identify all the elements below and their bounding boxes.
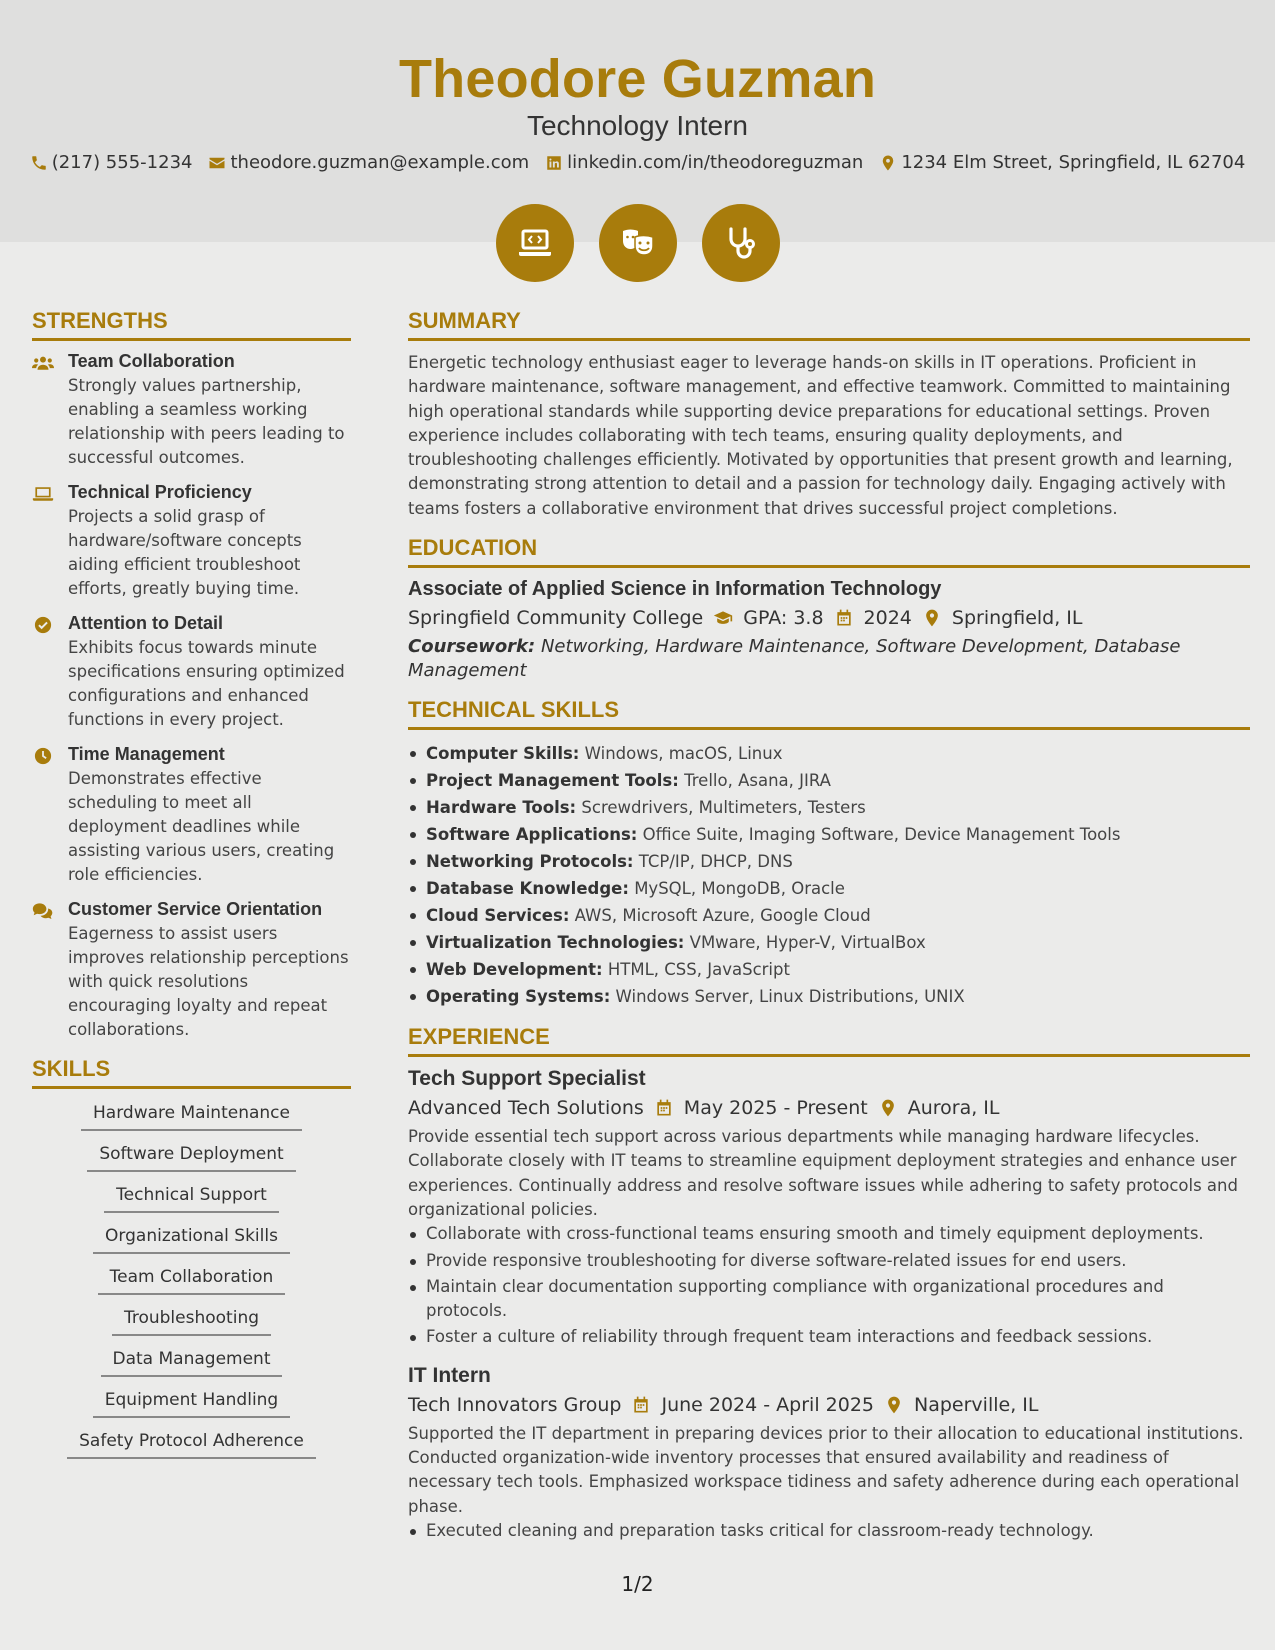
tech-label: Software Applications: — [426, 825, 638, 845]
skill-item: Software Deployment — [87, 1140, 295, 1172]
tech-value: HTML, CSS, JavaScript — [607, 960, 790, 980]
comments-icon — [32, 902, 54, 920]
strength-desc: Eagerness to assist users improves relationship perceptions with quick resolutions encouraging loyalty and repeat collaborations. — [68, 924, 349, 1039]
envelope-icon — [208, 154, 226, 172]
tech-label: Virtualization Technologies: — [426, 933, 685, 953]
phone-icon — [30, 154, 48, 172]
theater-masks-icon — [618, 223, 658, 263]
strength-desc: Exhibits focus towards minute specifications ensuring optimized configurations and enhanced functions in every project. — [68, 638, 345, 729]
education-location: Springfield, IL — [951, 607, 1083, 630]
strength-title: Customer Service Orientation — [68, 899, 323, 919]
skill-item: Safety Protocol Adherence — [67, 1427, 316, 1459]
job-company: Tech Innovators Group — [408, 1393, 622, 1416]
calendar-icon — [834, 608, 854, 628]
strengths-heading: STRENGTHS — [32, 308, 351, 341]
contact-row — [0, 152, 1275, 173]
tech-value: VMware, Hyper-V, VirtualBox — [689, 933, 926, 953]
list-item — [408, 875, 1250, 902]
job-entry — [408, 1067, 1250, 1350]
list-item — [408, 821, 1250, 848]
tech-value: Trello, Asana, JIRA — [684, 771, 831, 791]
list-item — [408, 956, 1250, 983]
tech-value: Screwdrivers, Multimeters, Testers — [581, 798, 866, 818]
job-description: Supported the IT department in preparing devices prior to their allocation to educational institutions. Conducted organization-wide inventory processes that ensured availability and readiness of necessary tech tools. Emphasized workspace tidiness and safety adherence during each operational phase. — [408, 1423, 1244, 1516]
contact-linkedin-text: linkedin.com/in/theodoreguzman — [567, 152, 864, 173]
list-item — [408, 794, 1250, 821]
job-location: Naperville, IL — [914, 1393, 1039, 1416]
list-item — [408, 767, 1250, 794]
skill-item: Technical Support — [104, 1181, 279, 1213]
users-icon — [32, 354, 54, 372]
list-item: Provide responsive troubleshooting for diverse software-related issues for end users. — [408, 1249, 1250, 1273]
list-item — [408, 740, 1250, 767]
strength-title: Attention to Detail — [68, 613, 223, 633]
job-bullets — [408, 1519, 1250, 1543]
contact-email-text: theodore.guzman@example.com — [230, 152, 530, 173]
linkedin-icon — [545, 154, 563, 172]
education-school: Springfield Community College — [408, 607, 704, 630]
strength-desc: Demonstrates effective scheduling to meet all deployment deadlines while assisting various users, creating role efficiencies. — [68, 769, 335, 884]
summary-text: Energetic technology enthusiast eager to leverage hands-on skills in IT operations. Proficient in hardware maintenance, software management, and effective teamwork. Committed to maintaining high operational standards while supporting device preparations for educational settings. Proven experience includes collaborating with tech teams, ensuring quality deployments, and troubleshooting challenges efficiently. Motivated by opportunities that present growth and learning, demonstrating strong attention to detail and a passion for technology daily. Engaging actively with teams fosters a collaborative environment that drives successful project completions. — [408, 353, 1233, 518]
contact-address — [879, 152, 1245, 173]
strength-item — [32, 482, 351, 601]
tech-label: Operating Systems: — [426, 987, 611, 1007]
list-item: Executed cleaning and preparation tasks critical for classroom-ready technology. — [408, 1519, 1250, 1543]
contact-email[interactable] — [208, 152, 529, 173]
list-item: Maintain clear documentation supporting compliance with organizational procedures and protocols. — [408, 1275, 1250, 1324]
skill-item: Equipment Handling — [93, 1386, 290, 1418]
tech-label: Web Development: — [426, 960, 603, 980]
interest-badges — [0, 204, 1275, 282]
job-description: Provide essential tech support across various departments while managing hardware lifecycles. Collaborate closely with IT teams to streamline equipment deployment strategies and enhance user experiences. Continually address and resolve software issues while adhering to safety protocols and organizational policies. — [408, 1127, 1238, 1219]
list-item — [408, 929, 1250, 956]
tech-label: Computer Skills: — [426, 744, 580, 764]
list-item: Foster a culture of reliability through frequent team interactions and feedback sessions. — [408, 1325, 1250, 1349]
job-company: Advanced Tech Solutions — [408, 1097, 644, 1120]
job-location: Aurora, IL — [907, 1097, 1000, 1120]
tech-label: Hardware Tools: — [426, 798, 577, 818]
strength-item — [32, 899, 351, 1042]
skill-item: Team Collaboration — [98, 1263, 286, 1295]
education-meta — [408, 607, 1250, 629]
contact-address-text: 1234 Elm Street, Springfield, IL 62704 — [901, 152, 1246, 173]
skill-item: Data Management — [101, 1345, 283, 1377]
list-item: Collaborate with cross-functional teams ensuring smooth and timely equipment deployments. — [408, 1222, 1250, 1246]
badge-laptop-code — [496, 204, 574, 282]
summary-heading: SUMMARY — [408, 308, 1250, 341]
tech-value: MySQL, MongoDB, Oracle — [634, 879, 845, 899]
right-column — [408, 308, 1250, 1557]
job-entry — [408, 1364, 1250, 1543]
left-column — [32, 308, 351, 1468]
tech-label: Project Management Tools: — [426, 771, 679, 791]
tech-value: TCP/IP, DHCP, DNS — [638, 852, 793, 872]
laptop-icon — [32, 485, 54, 503]
strength-item — [32, 351, 351, 470]
technical-skills-list — [408, 740, 1250, 1010]
job-title: Tech Support Specialist — [408, 1067, 646, 1091]
job-title: IT Intern — [408, 1363, 491, 1387]
check-circle-icon — [32, 616, 54, 634]
education-degree: Associate of Applied Science in Information Technology — [408, 578, 942, 601]
laptop-code-icon — [515, 223, 555, 263]
contact-phone[interactable] — [30, 152, 193, 173]
job-meta — [408, 1097, 1250, 1119]
coursework-list: Networking, Hardware Maintenance, Software Development, Database Management — [408, 636, 1181, 682]
list-item — [408, 848, 1250, 875]
technical-skills-heading: TECHNICAL SKILLS — [408, 697, 1250, 730]
tech-value: Office Suite, Imaging Software, Device Management Tools — [642, 825, 1121, 845]
map-pin-icon — [884, 1395, 904, 1415]
contact-linkedin[interactable] — [545, 152, 863, 173]
calendar-icon — [631, 1395, 651, 1415]
graduation-cap-icon — [713, 608, 733, 628]
map-pin-icon — [879, 154, 897, 172]
contact-phone-text: (217) 555-1234 — [51, 152, 193, 173]
strength-desc: Projects a solid grasp of hardware/software concepts aiding efficient troubleshoot efforts, greatly buying time. — [68, 507, 302, 598]
strength-title: Technical Proficiency — [68, 482, 252, 502]
candidate-title: Technology Intern — [526, 110, 749, 141]
tech-label: Networking Protocols: — [426, 852, 634, 872]
tech-value: AWS, Microsoft Azure, Google Cloud — [574, 906, 871, 926]
tech-label: Cloud Services: — [426, 906, 570, 926]
badge-theater-masks — [599, 204, 677, 282]
strength-item — [32, 744, 351, 887]
strength-item — [32, 613, 351, 732]
experience-heading: EXPERIENCE — [408, 1024, 1250, 1057]
skill-item: Organizational Skills — [93, 1222, 290, 1254]
tech-value: Windows Server, Linux Distributions, UNIX — [615, 987, 965, 1007]
skill-item: Troubleshooting — [112, 1304, 271, 1336]
map-pin-icon — [878, 1098, 898, 1118]
job-dates: May 2025 - Present — [683, 1097, 868, 1120]
education-year: 2024 — [863, 607, 912, 630]
education-coursework — [408, 635, 1250, 683]
strength-desc: Strongly values partnership, enabling a seamless working relationship with peers leading to successful outcomes. — [68, 376, 345, 467]
page-number: 1/2 — [621, 1572, 654, 1596]
job-meta — [408, 1394, 1250, 1416]
coursework-label: Coursework: — [408, 636, 536, 658]
skills-heading: SKILLS — [32, 1056, 351, 1089]
tech-label: Database Knowledge: — [426, 879, 629, 899]
strength-title: Team Collaboration — [68, 351, 235, 371]
education-heading: EDUCATION — [408, 535, 1250, 568]
stethoscope-icon — [721, 223, 761, 263]
candidate-name: Theodore Guzman — [398, 49, 877, 109]
map-pin-icon — [922, 608, 942, 628]
skills-list — [32, 1099, 351, 1468]
tech-value: Windows, macOS, Linux — [584, 744, 783, 764]
job-bullets — [408, 1222, 1250, 1349]
clock-icon — [32, 747, 54, 765]
badge-stethoscope — [702, 204, 780, 282]
education-gpa: GPA: 3.8 — [743, 607, 824, 630]
list-item — [408, 983, 1250, 1010]
list-item — [408, 902, 1250, 929]
strength-title: Time Management — [68, 744, 225, 764]
skill-item: Hardware Maintenance — [81, 1099, 302, 1131]
calendar-icon — [654, 1098, 674, 1118]
job-dates: June 2024 - April 2025 — [661, 1393, 874, 1416]
